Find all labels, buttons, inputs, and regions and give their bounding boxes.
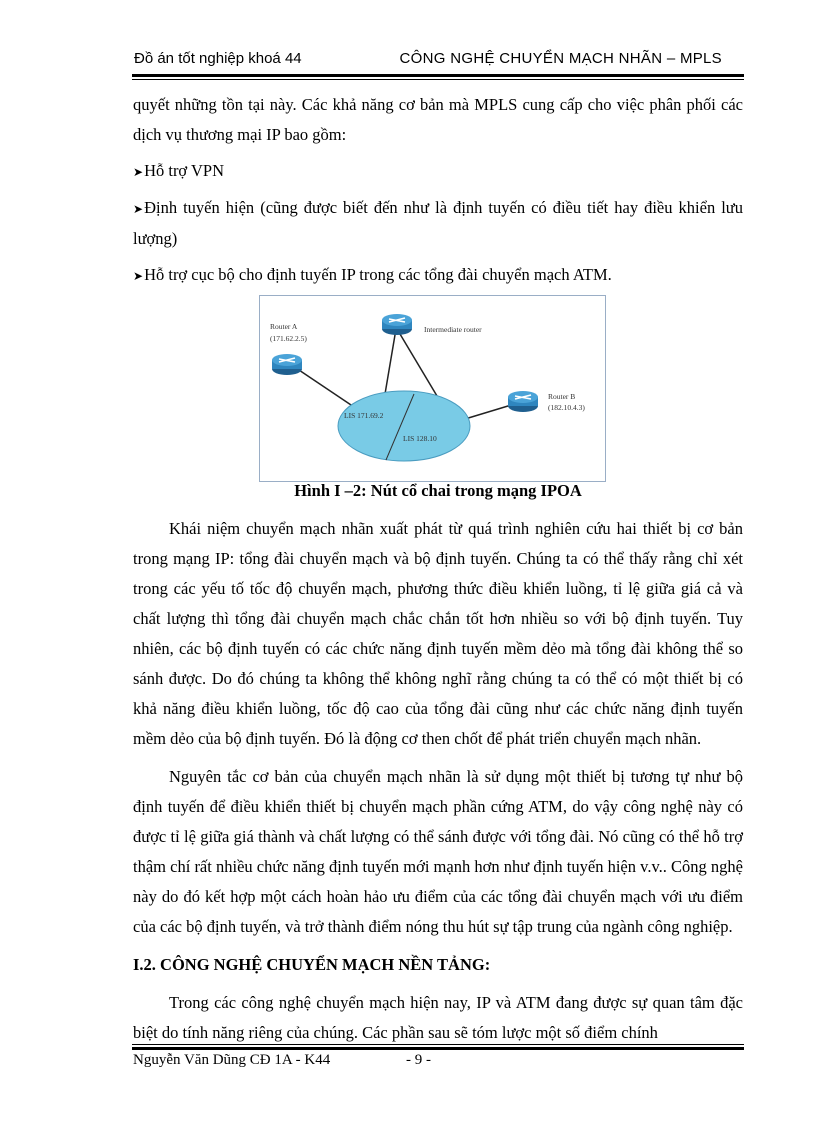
header-rule [132,74,744,77]
lis-cloud [338,391,470,461]
bullet-item: ➤Hỗ trợ cục bộ cho định tuyến IP trong các tổng đài chuyển mạch ATM. [133,265,612,284]
bullet-item: ➤Hỗ trợ VPN [133,161,224,180]
link-intermediate-1 [385,329,396,394]
section-heading: I.2. CÔNG NGHỆ CHUYỂN MẠCH NỀN TẢNG: [133,955,491,974]
network-figure [259,295,606,482]
lis-label-1: LIS 171.69.2 [344,411,384,420]
footer-rule-thin [132,1044,744,1045]
footer-author: Nguyễn Văn Dũng CĐ 1A - K44 [133,1052,331,1068]
lis-label-2: LIS 128.10 [403,434,437,443]
router-a-label: Router A [270,322,298,331]
ipoa-diagram [260,296,605,481]
paragraph-3: Trong các công nghệ chuyển mạch hiện nay, IP và ATM đang được sự quan tâm đặc biệt do tính năng riêng của chúng. Các phần sau sẽ tóm lược một số điểm chính [133,993,743,1042]
router-b-icon [508,391,538,412]
intermediate-label: Intermediate router [424,325,482,334]
header-title: CÔNG NGHỆ CHUYỂN MẠCH NHÃN – MPLS [399,50,722,67]
figure-caption: Hình I –2: Nút cổ chai trong mạng IPOA [294,481,582,500]
page-number: - 9 - [406,1052,431,1068]
link-intermediate-2 [397,329,440,401]
link-a [293,366,360,411]
body-main [133,514,743,1048]
arrow-bullet-icon: ➤ [133,269,144,283]
body-top [133,90,743,291]
page-footer [133,1052,745,1069]
router-a-icon [272,354,302,375]
intro-paragraph: quyết những tồn tại này. Các khả năng cơ bản mà MPLS cung cấp cho việc phân phối các dịch vụ thương mại IP bao gồm: [133,95,743,144]
page-header [132,50,744,74]
arrow-bullet-icon: ➤ [133,202,144,216]
bullet-item: ➤Định tuyến hiện (cũng được biết đến như là định tuyến có điều tiết hay điều khiển lưu lượng) [133,198,743,248]
intermediate-router-icon [382,314,412,335]
footer-rule [132,1047,744,1050]
router-b-ip: (182.10.4.3) [548,403,585,412]
arrow-bullet-icon: ➤ [133,165,144,179]
header-rule-thin [132,79,744,80]
router-b-label: Router B [548,392,576,401]
paragraph-1: Khái niệm chuyển mạch nhãn xuất phát từ quá trình nghiên cứu hai thiết bị cơ bản trong mạng IP: tổng đài chuyển mạch và bộ định tuyến. Chúng ta có thể thấy rằng chỉ xét trong các yếu tố tốc độ chuyển mạch, phương thức điều khiển luồng, tỉ lệ giữa giá cả và chất lượng thì tổng đài chuyển mạch chắc chắn tốt hơn nhiều so với bộ định tuyến. Tuy nhiên, các bộ định tuyến có các chức năng định tuyến mềm dẻo mà tổng đài không thể so sánh được. Do đó chúng ta không thể không nghĩ rằng chúng ta có thể có một thiết bị có khả năng điều khiển luồng, tốc độ cao của tổng đài cũng như các chức năng định tuyến mềm dẻo của bộ định tuyến. Đó là động cơ then chốt để phát triển chuyển mạch nhãn. [133,519,743,748]
paragraph-2: Nguyên tắc cơ bản của chuyển mạch nhãn là sử dụng một thiết bị tương tự như bộ định tuyến để điều khiển thiết bị chuyển mạch phần cứng ATM, do vậy công nghệ này có được tỉ lệ giữa giá thành và chất lượng có thể sánh được với tổng đài. Nó cũng có thể hỗ trợ thậm chí rất nhiều chức năng định tuyến mới mạnh hơn như định tuyến hiện v.v.. Công nghệ này do đó kết hợp một cách hoàn hảo ưu điểm của các tổng đài chuyển mạch với ưu điểm của các bộ định tuyến, và trở thành điểm nóng thu hút sự tập trung của ngành công nghiệp. [133,767,743,936]
header-left: Đồ án tốt nghiệp khoá 44 [134,50,302,67]
router-a-ip: (171.62.2.5) [270,334,307,343]
